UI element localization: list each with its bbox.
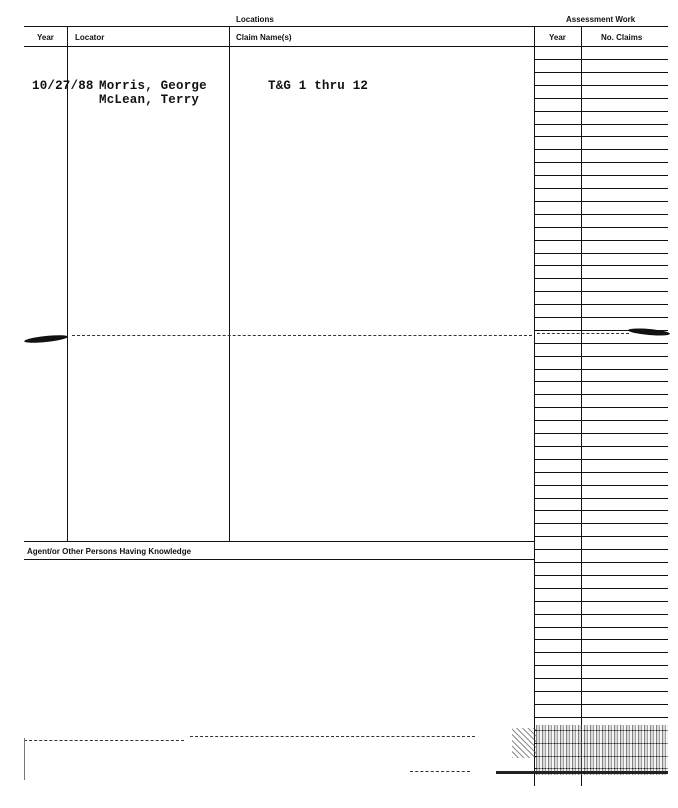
year-column-header: Year: [37, 33, 54, 42]
top-rule: [24, 26, 668, 27]
agent-section-rule: [24, 559, 535, 560]
assessment-row-line: [535, 149, 668, 150]
assessment-row-line: [535, 523, 668, 524]
locator-column-header: Locator: [75, 33, 105, 42]
assessment-row-line: [535, 253, 668, 254]
scan-noise: [536, 725, 668, 775]
assessment-row-line: [535, 627, 668, 628]
assessment-row-line: [535, 407, 668, 408]
assessment-row-line: [535, 304, 668, 305]
assessment-row-line: [535, 691, 668, 692]
assessment-row-line: [535, 446, 668, 447]
claim-names-column-header: Claim Name(s): [236, 33, 292, 42]
assessment-row-line: [535, 510, 668, 511]
assessment-row-line: [535, 98, 668, 99]
ink-smudge: [24, 334, 68, 345]
locator-name: Morris, George: [99, 79, 207, 93]
assessment-row-line: [535, 549, 668, 550]
assessment-row-line: [535, 704, 668, 705]
ink-smudge: [628, 327, 670, 337]
locations-header: Locations: [236, 15, 274, 24]
assessment-row-line: [535, 652, 668, 653]
assessment-row-line: [535, 214, 668, 215]
fold-line: [537, 333, 629, 334]
assessment-row-line: [535, 381, 668, 382]
locator-name: McLean, Terry: [99, 93, 200, 107]
assessment-row-line: [535, 278, 668, 279]
assessment-row-line: [535, 665, 668, 666]
assessment-row-line: [535, 420, 668, 421]
assessment-row-line: [535, 124, 668, 125]
scan-noise: [512, 728, 536, 758]
assessment-middle-divider: [581, 26, 582, 786]
assessment-row-line: [535, 588, 668, 589]
entry-date: 10/27/88: [32, 79, 94, 93]
assessment-row-line: [535, 639, 668, 640]
assessment-row-line: [535, 175, 668, 176]
claim-name-entry: T&G 1 thru 12: [268, 79, 369, 93]
assessment-row-line: [535, 369, 668, 370]
assessment-row-line: [535, 678, 668, 679]
assessment-row-line: [535, 433, 668, 434]
assessment-row-line: [535, 717, 668, 718]
locator-claim-divider: [229, 26, 230, 541]
assessment-row-line: [535, 72, 668, 73]
assessment-row-line: [535, 240, 668, 241]
assessment-left-divider: [534, 26, 535, 786]
scan-artifact-line: [24, 740, 184, 741]
assessment-row-line: [535, 601, 668, 602]
assessment-row-line: [535, 459, 668, 460]
assessment-row-line: [535, 575, 668, 576]
scan-artifact-bar: [496, 771, 668, 774]
agent-section-label: Agent/or Other Persons Having Knowledge: [27, 547, 192, 556]
assessment-row-line: [535, 562, 668, 563]
scan-artifact-line: [410, 771, 470, 772]
assessment-row-line: [535, 356, 668, 357]
assessment-row-line: [535, 291, 668, 292]
scan-artifact-line: [190, 736, 475, 737]
assessment-row-line: [535, 317, 668, 318]
assessment-row-line: [535, 472, 668, 473]
fold-line: [72, 335, 532, 336]
assessment-row-line: [535, 85, 668, 86]
assessment-row-line: [535, 162, 668, 163]
assessment-row-line: [535, 343, 668, 344]
locations-bottom-rule: [24, 541, 535, 542]
no-claims-column-header: No. Claims: [601, 33, 643, 42]
assessment-row-line: [535, 227, 668, 228]
assessment-year-column-header: Year: [549, 33, 566, 42]
assessment-row-line: [535, 498, 668, 499]
assessment-row-line: [535, 485, 668, 486]
assessment-row-line: [535, 394, 668, 395]
assessment-row-line: [535, 614, 668, 615]
assessment-row-line: [535, 188, 668, 189]
assessment-row-line: [535, 201, 668, 202]
assessment-row-line: [535, 111, 668, 112]
header-rule: [24, 46, 668, 47]
assessment-row-line: [535, 59, 668, 60]
year-locator-divider: [67, 26, 68, 541]
scan-artifact-edge: [24, 738, 25, 780]
assessment-work-header: Assessment Work: [566, 15, 636, 24]
assessment-row-line: [535, 265, 668, 266]
assessment-row-line: [535, 136, 668, 137]
assessment-row-line: [535, 536, 668, 537]
